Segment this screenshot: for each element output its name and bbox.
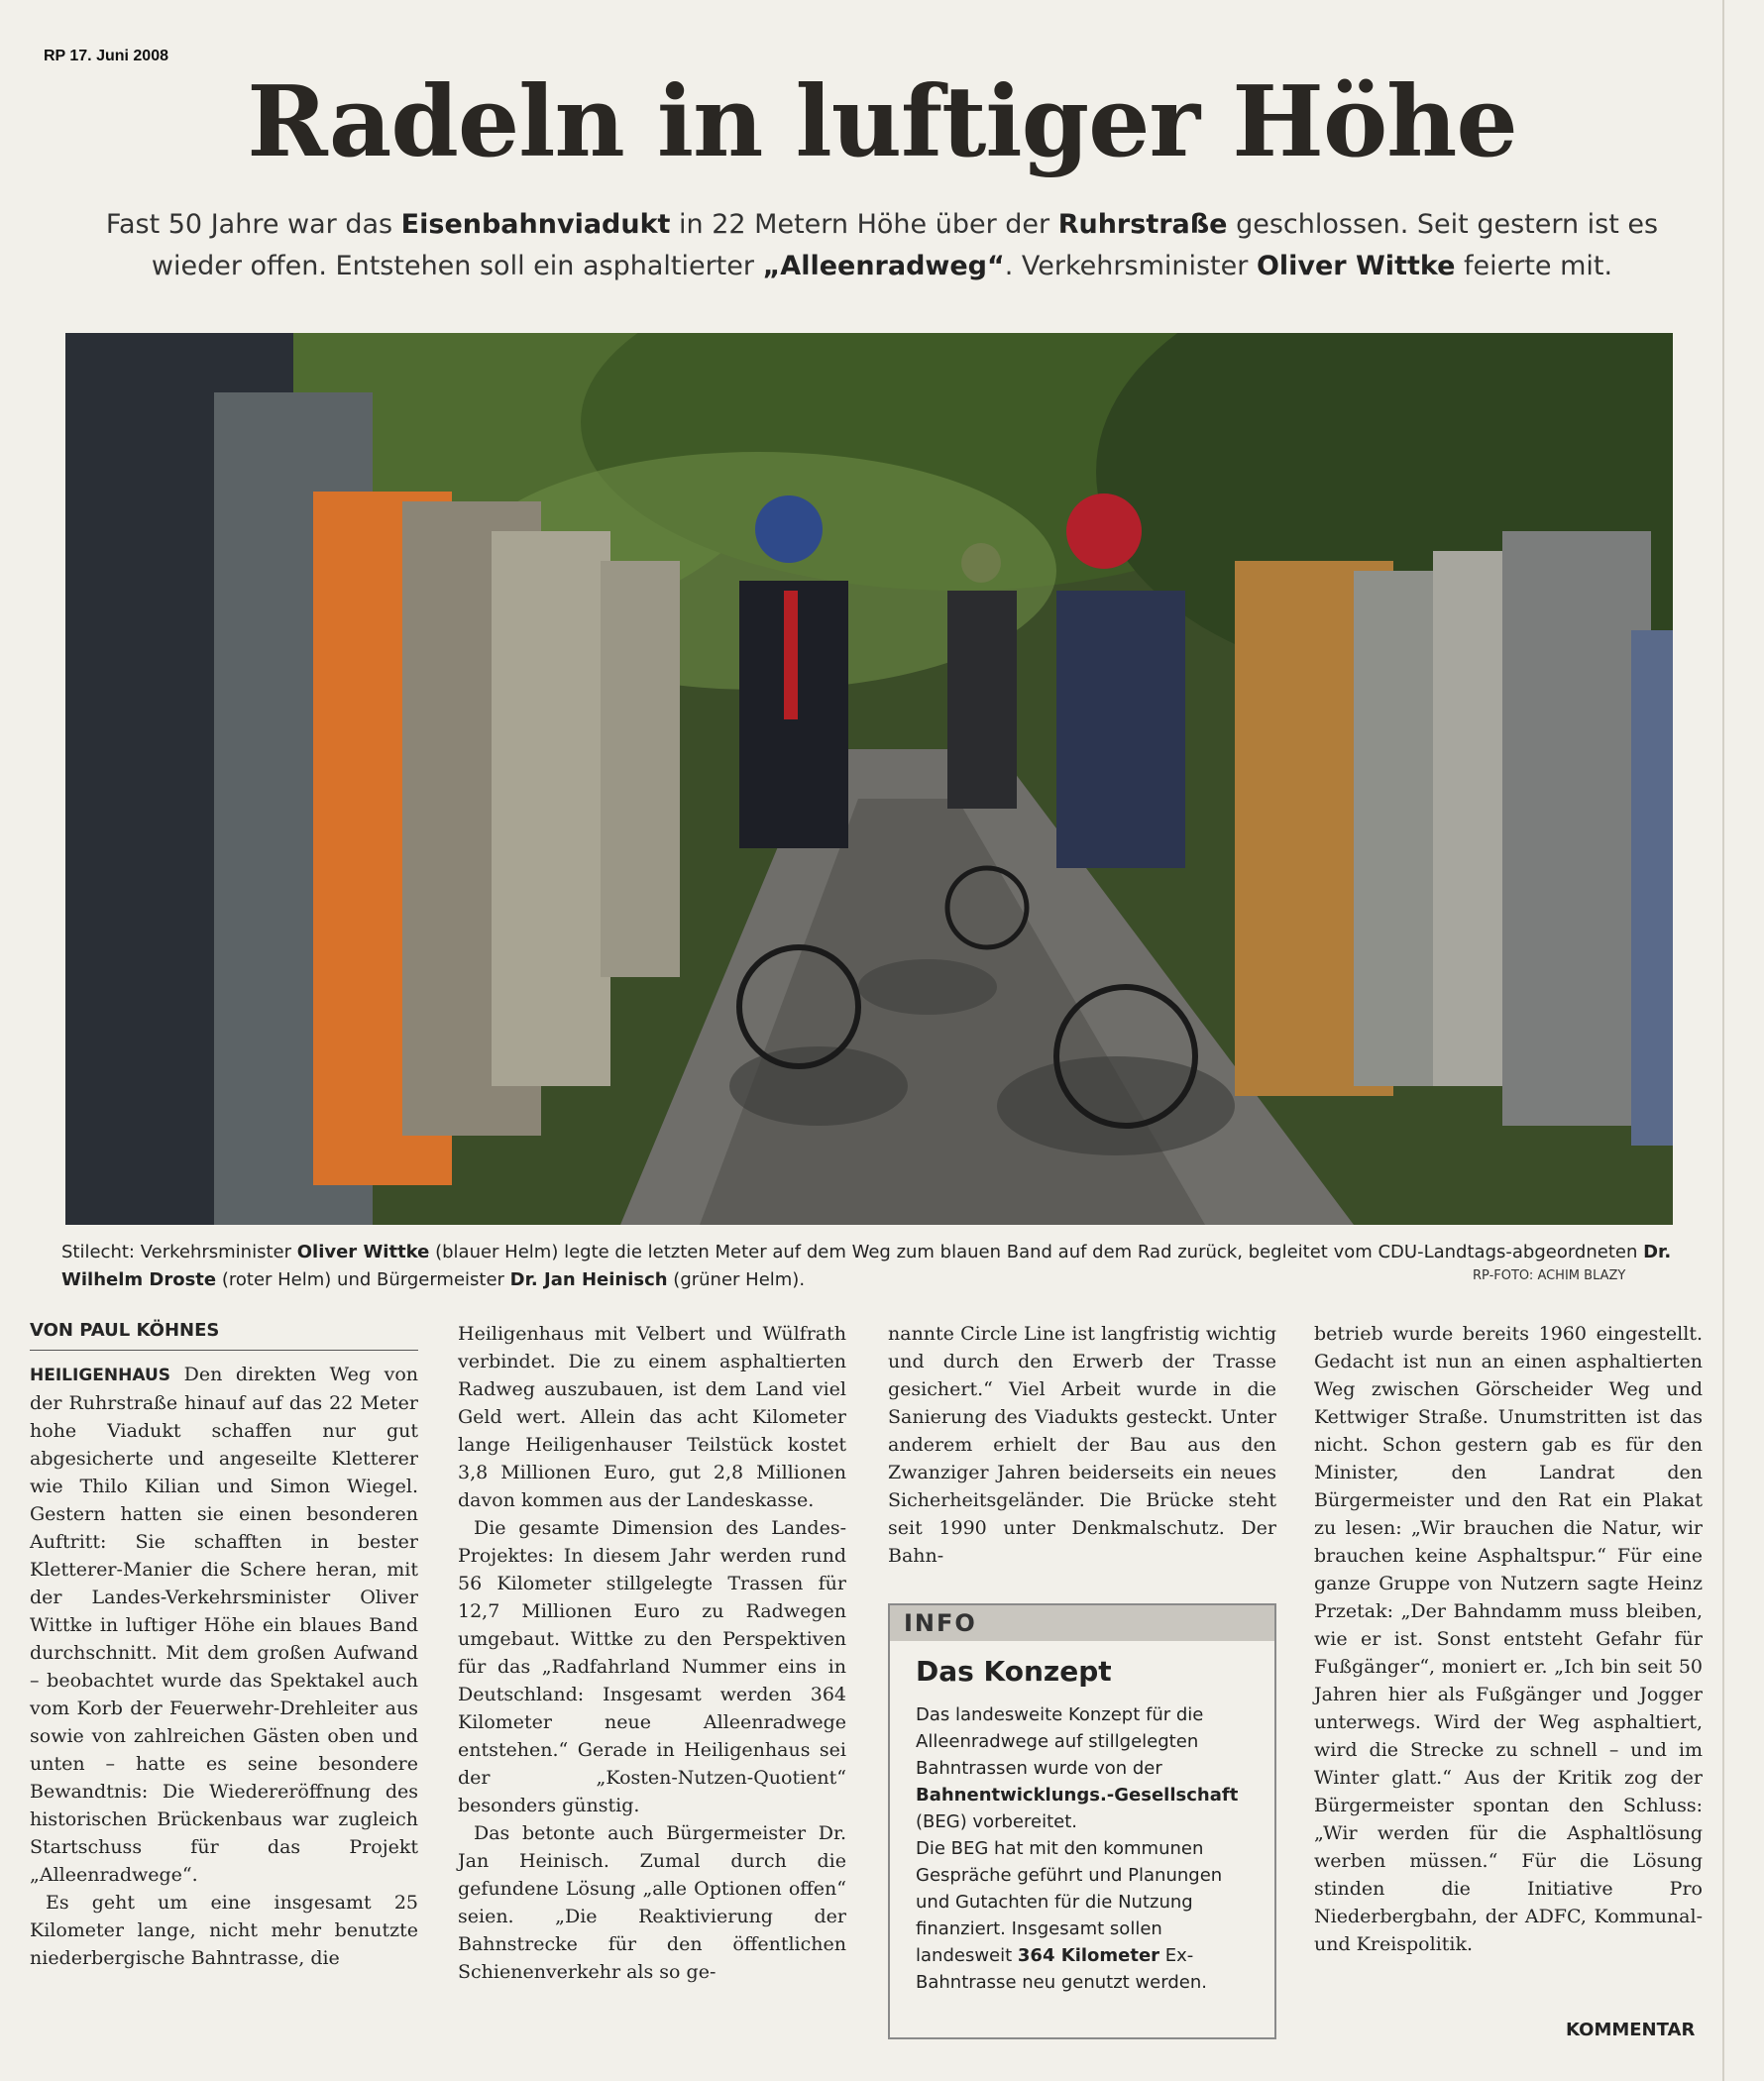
- paragraph: nannte Circle Line ist langfristig wichtig und durch den Erwerb der Trasse gesichert.“ Viel Arbeit wurde in die Sanierung des Viadukts gesteckt. Unter anderem erhielt der Bau aus den Zwanziger Jahren beiderseits ein neues Sicherheitsgeländer. Die Brücke steht seit 1990 unter Denkmalschutz. Der Bahn-: [888, 1323, 1276, 1567]
- info-body: [890, 1692, 1274, 2006]
- info-bold: 364 Kilometer: [1017, 1945, 1160, 1966]
- paragraph-text: Den direkten Weg von der Ruhrstraße hinauf auf das 22 Meter hohe Viadukt schaffen nur gut abgesicherte und angeseilte Kletterer wie Thilo Kilian und Simon Wiegel. Gestern hatten sie einen besonderen Auftritt: Sie schafften in bester Kletterer-Manier die Schere heran, mit der Landes-Verkehrsminister Oliver Wittke in luftiger Höhe ein blaues Band durchschnitt. Mit dem großen Aufwand – beobachtet wurde das Spektakel auch vom Korb der Feuerwehr-Drehleiter aus sowie von zahlreichen Gästen oben und unten – hatte es seine besondere Bewandtnis: Die Wiedereröffnung des historischen Brückenbaus war zugleich Startschuss für das Projekt „Alleenradwege“.: [30, 1364, 418, 1886]
- byline: VON PAUL KÖHNES: [30, 1316, 418, 1351]
- kommentar-reference: KOMMENTAR: [1566, 2020, 1696, 2040]
- deck-text: wieder offen. Entstehen soll ein asphaltierter: [151, 251, 763, 281]
- deck-bold: „Alleenradweg“: [762, 251, 1005, 281]
- news-photo: [65, 333, 1673, 1225]
- deck-bold: Ruhrstraße: [1057, 209, 1228, 240]
- deck-text: feierte mit.: [1455, 251, 1613, 281]
- paragraph: [30, 1361, 418, 1889]
- headline: Radeln in luftiger Höhe: [247, 65, 1517, 179]
- caption-text: Stilecht: Verkehrsminister: [61, 1242, 297, 1262]
- deck-text: in 22 Metern Höhe über der: [670, 209, 1058, 240]
- deck-bold: Oliver Wittke: [1256, 251, 1456, 281]
- caption-bold: Oliver Wittke: [296, 1242, 430, 1262]
- photo-illustration: [65, 333, 1673, 1225]
- photo-caption: [61, 1239, 1683, 1294]
- article-column-4: [1314, 1320, 1703, 1958]
- info-text: Ex-Bahntrasse neu genutzt werden.: [916, 1945, 1207, 1993]
- photo-credit: RP-FOTO: ACHIM BLAZY: [1473, 1268, 1626, 1283]
- caption-bold: Dr. Wilhelm Droste: [61, 1242, 1672, 1290]
- info-text: Die BEG hat mit den kommunen Gespräche geführt und Planungen und Gutachten für die Nutzung finanziert. Insgesamt sollen landesweit: [916, 1838, 1223, 1966]
- caption-text: (roter Helm) und Bürgermeister: [216, 1269, 510, 1290]
- deck-text: . Verkehrsminister: [1004, 251, 1257, 281]
- paragraph: Es geht um eine insgesamt 25 Kilometer lange, nicht mehr benutzte niederbergische Bahntrasse, die: [30, 1892, 418, 1969]
- source-date: RP 17. Juni 2008: [44, 48, 168, 64]
- dateline: HEILIGENHAUS: [30, 1366, 171, 1385]
- article-column-3: [888, 1320, 1276, 1570]
- caption-bold: Dr. Jan Heinisch: [509, 1269, 668, 1290]
- caption-text: (blauer Helm) legte die letzten Meter auf dem Weg zum blauen Band auf dem Rad zurück, begleitet vom CDU-Landtags-abgeordneten: [429, 1242, 1644, 1262]
- deck-text: Fast 50 Jahre war das: [105, 209, 401, 240]
- paragraph: Das betonte auch Bürgermeister Dr. Jan Heinisch. Zumal durch die gefundene Lösung „alle Optionen offen“ seien. „Die Reaktivierung der Bahnstrecke für den öffentlichen Schienenverkehr als so ge-: [458, 1822, 846, 1983]
- paragraph: Heiligenhaus mit Velbert und Wülfrath verbindet. Die zu einem asphaltierten Radweg auszubauen, ist dem Land viel Geld wert. Allein das acht Kilometer lange Heiligenhauser Teilstück kostet 3,8 Millionen Euro, gut 2,8 Millionen davon kommen aus der Landeskasse.: [458, 1323, 846, 1511]
- info-label: INFO: [890, 1605, 1274, 1641]
- info-title: Das Konzept: [916, 1655, 1112, 1688]
- info-text: (BEG) vorbereitet.: [916, 1811, 1077, 1832]
- info-text: Das landesweite Konzept für die Alleenradwege auf stillgelegten Bahntrassen wurde von der: [916, 1704, 1204, 1779]
- caption-text: (grüner Helm).: [667, 1269, 806, 1290]
- info-paragraph: [916, 1701, 1249, 1835]
- deck-text: geschlossen. Seit gestern ist es: [1227, 209, 1659, 240]
- page-edge: [1722, 0, 1724, 2081]
- deck-bold: Eisenbahnviadukt: [400, 209, 671, 240]
- paragraph: Die gesamte Dimension des Landes-Projektes: In diesem Jahr werden rund 56 Kilometer stillgelegte Trassen für 12,7 Millionen Euro zu Radwegen umgebaut. Wittke zu den Perspektiven für das „Radfahrland Nummer eins in Deutschland: Insgesamt werden 364 Kilometer neue Alleenradwege entstehen.“ Gerade in Heiligenhaus sei der „Kosten-Nutzen-Quotient“ besonders günstig.: [458, 1517, 846, 1816]
- article-column-1: [30, 1316, 418, 1972]
- article-column-2: [458, 1320, 846, 1986]
- paragraph: betrieb wurde bereits 1960 eingestellt. Gedacht ist nun an einen asphaltierten Weg zwischen Görscheider Weg und Kettwiger Straße. Unumstritten ist das nicht. Schon gestern gab es für den Minister, den Landrat den Bürgermeister und den Rat ein Plakat zu lesen: „Wir brauchen die Natur, wir brauchen keine Asphaltspur.“ Für eine ganze Gruppe von Nutzern sagte Heinz Przetak: „Der Bahndamm muss bleiben, wie er ist. Sonst entsteht Gefahr für Fußgänger“, moniert er. „Ich bin seit 50 Jahren hier als Fußgänger und Jogger unterwegs. Wird der Weg asphaltiert, wird die Strecke zu schnell – und im Winter glatt.“ Aus der Kritik zog der Bürgermeister spontan den Schluss: „Wir werden für die Asphaltlösung werben müssen.“ Für die Lösung stinden die Initiative Pro Niederbergbahn, der ADFC, Kommunal- und Kreispolitik.: [1314, 1323, 1703, 1955]
- info-bold: Bahnentwicklungs.-Gesellschaft: [916, 1785, 1239, 1806]
- info-paragraph: [916, 1835, 1249, 1996]
- deck-subheadline: [79, 204, 1685, 287]
- info-box: [888, 1603, 1276, 2039]
